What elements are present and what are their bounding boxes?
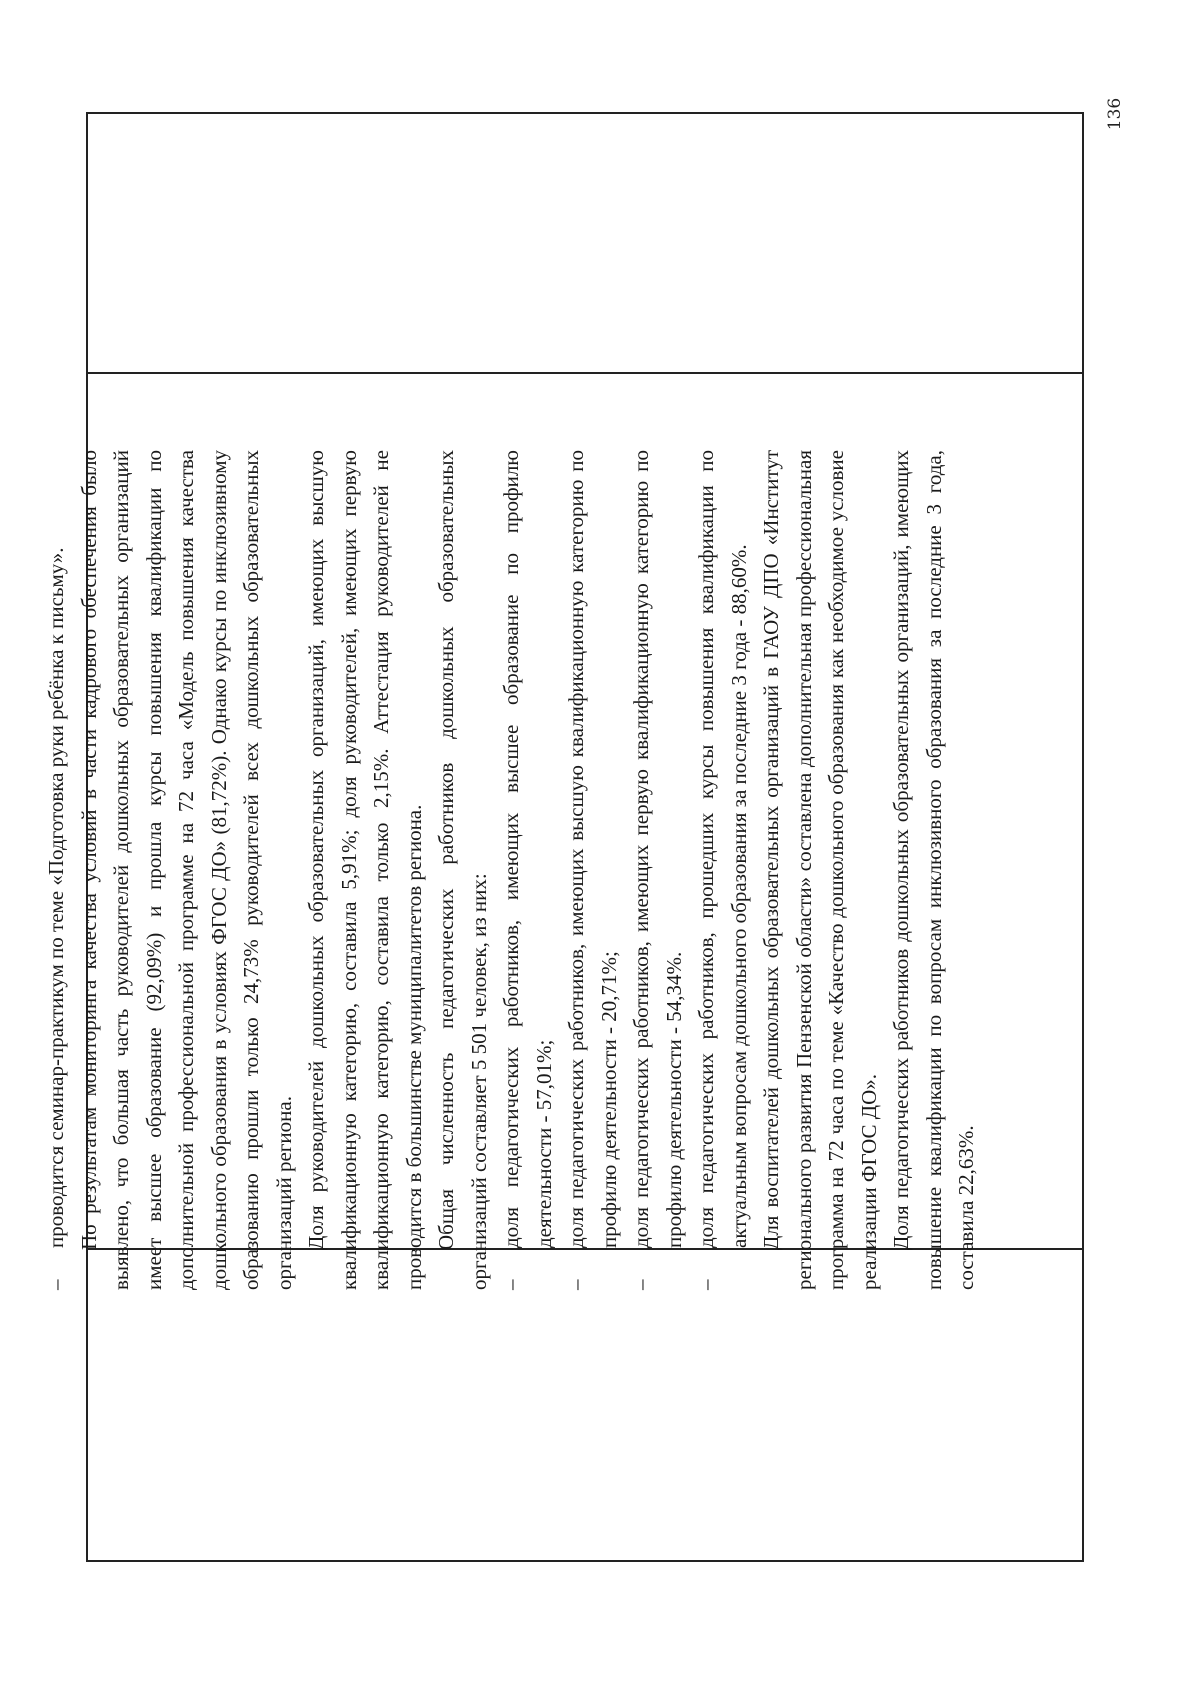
- paragraph: Доля руководителей дошкольных образовательных организаций, имеющих высшую квалификационную категорию, составила 5,91%; доля руководителей, имеющих первую квалификационную категорию, составила только 2,15%. Аттестация руководителей не проводится в большинстве муниципалитетов региона.: [304, 450, 426, 1290]
- list-dash: –: [44, 1279, 68, 1290]
- list-item-text: доля педагогических работников, прошедших курсы повышения квалификации по актуальным вопросам дошкольного образования за последние 3 года - 88,60%.: [694, 450, 751, 1248]
- list-dash: –: [694, 1279, 718, 1290]
- paragraph: Доля педагогических работников дошкольных образовательных организаций, имеющих повышение квалификации по вопросам инклюзивного образования за последние 3 года, составила 22,63%.: [889, 450, 978, 1290]
- paragraph: Общая численность педагогических работников дошкольных образовательных организаций составляет 5 501 человек, из них:: [434, 450, 491, 1290]
- list-item: [560, 450, 625, 1290]
- list-item: [40, 450, 73, 1290]
- paragraph: По результатам мониторинга качества условий в части кадрового обеспечения было выявлено, что большая часть руководителей дошкольных образовательных организаций имеет высшее образование (92,09%) и прошла курсы повышения квалификации по дополнительной профессиональной программе на 72 часа «Модель повышения качества дошкольного образования в условиях ФГОС ДО» (81,72%). Однако курсы по инклюзивному образованию прошли только 24,73% руководителей всех дошкольных образовательных организаций региона.: [76, 450, 296, 1290]
- list-item: [690, 450, 755, 1290]
- page-number-text: 136: [1105, 97, 1126, 131]
- list-item-text: доля педагогических работников, имеющих высшую квалификационную категорию по профилю деятельности - 20,71%;: [564, 450, 621, 1248]
- list-dash: –: [564, 1279, 588, 1290]
- list-item-text: проводится семинар-практикум по теме «Подготовка руки ребёнка к письму».: [44, 547, 68, 1248]
- list-dash: –: [629, 1279, 653, 1290]
- list-item-text: доля педагогических работников, имеющих первую квалификационную категорию по профилю деятельности - 54,34%.: [629, 450, 686, 1248]
- list-item: [625, 450, 690, 1290]
- list-item-text: доля педагогических работников, имеющих высшее образование по профилю деятельности - 57,01%;: [499, 450, 556, 1248]
- page-number: [1100, 84, 1130, 144]
- table-divider-top: [88, 372, 1082, 374]
- paragraph: Для воспитателей дошкольных образовательных организаций в ГАОУ ДПО «Институт регионального развития Пензенской области» составлена дополнительная профессиональная программа на 72 часа по теме «Качество дошкольного образования как необходимое условие реализации ФГОС ДО».: [759, 450, 881, 1290]
- list-dash: –: [499, 1279, 523, 1290]
- list-item: [495, 450, 560, 1290]
- table-cell-text: [40, 450, 1000, 1290]
